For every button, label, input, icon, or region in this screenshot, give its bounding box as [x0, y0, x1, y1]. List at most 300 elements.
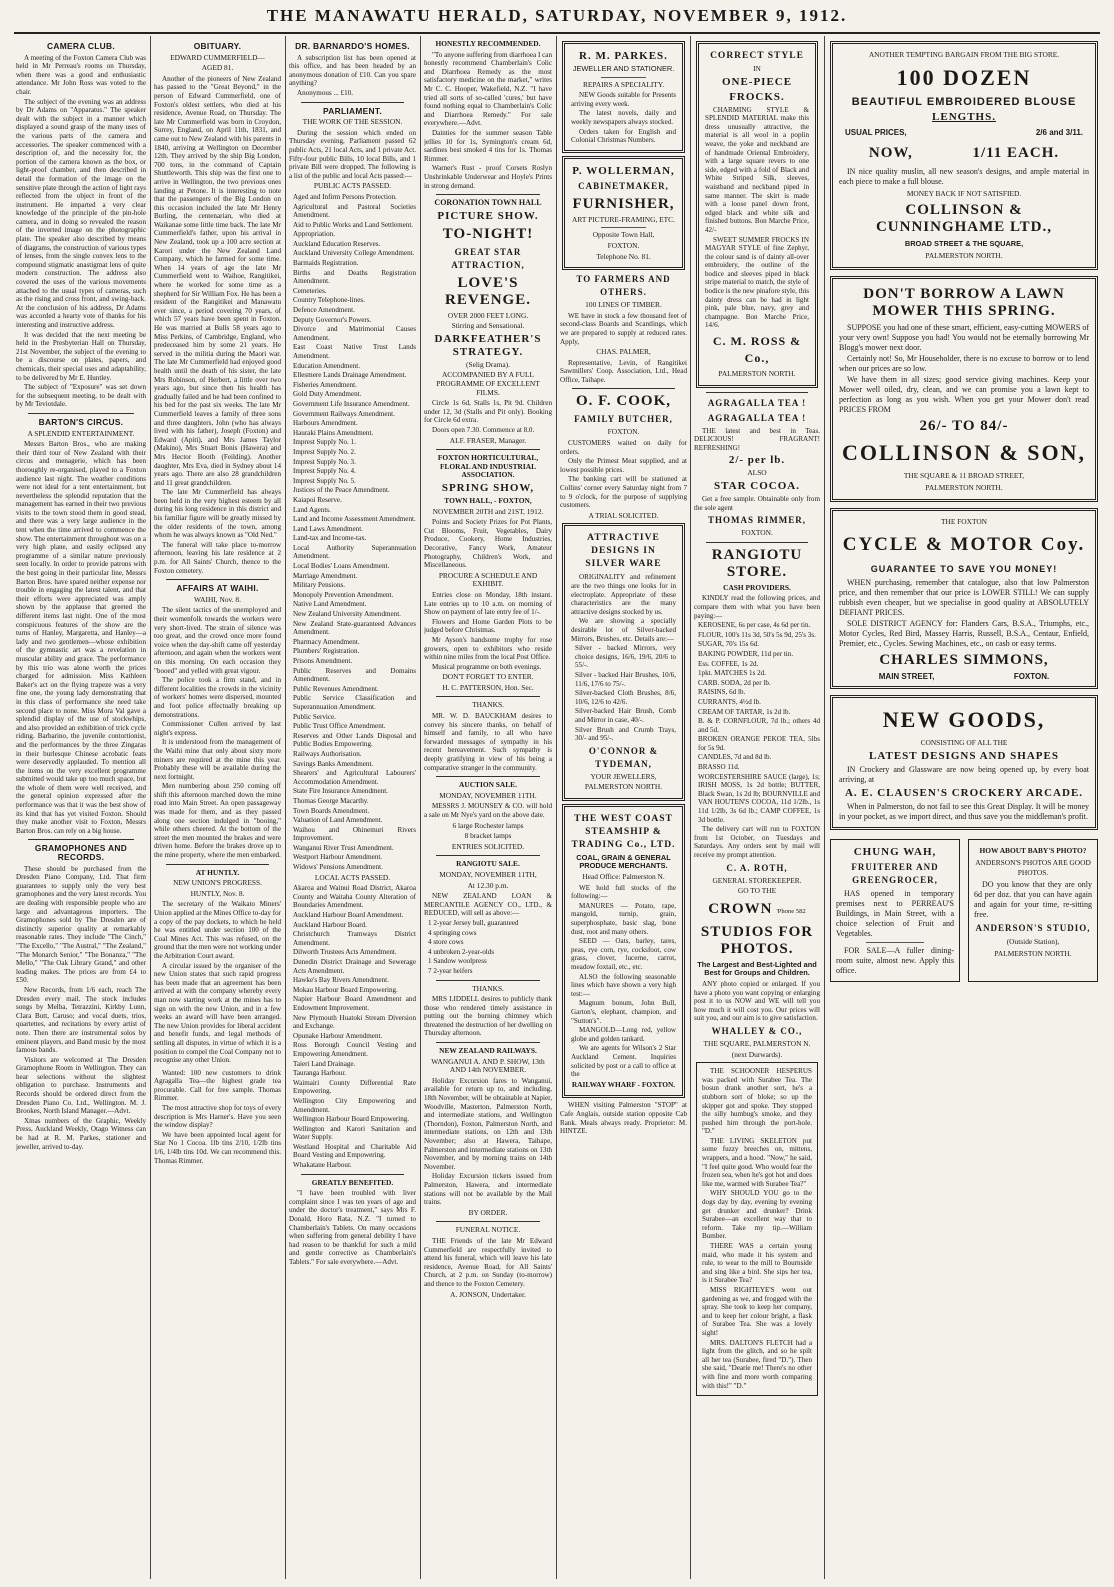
article-paragraph: These should be purchased from the Dresden Piano Company, Ltd. That firm guarantees to supply only the very best gramophones and the very latest records. You are dealing with responsible people who are large and advantageous importers. The Gramophones sold by The Dresden are of distinctly superior quality at remarkably reasonable rates. They include "The Cinch," "The Excello," "The Austral," "The Zealand," "The Monarch Senior," "The Bonanza," "The Mello," "The Oak Library Grand," and other leading makes. The prices are from £4 to £50. — [16, 864, 146, 985]
act-item: Taieri Land Drainage. — [293, 1059, 356, 1068]
price-item: CREAM OF TARTAR, 1s 2d lb. — [698, 707, 791, 716]
barton-circus-heading: BARTON'S CIRCUS. — [38, 416, 124, 427]
ad-line: FOXTON. — [607, 240, 640, 250]
usual-value: 2/6 and 3/11. — [1035, 128, 1083, 137]
silverware-list — [571, 644, 676, 743]
ad-paragraph: Orders taken for English and Colonial Christmas Numbers. — [571, 127, 676, 145]
article-paragraph: Mr Ayson's handsome trophy for rose growers, open to exhibitors who reside within nine miles from the local Post Office. — [424, 635, 552, 662]
prices-text: Circle 1s 6d, Stalls 1s, Pit 9d. Children under 12, 3d (Stalls and Pit only). Booking for Circle 6d extra. — [424, 399, 552, 425]
divider — [436, 855, 540, 856]
ad-subtitle: LATEST DESIGNS AND SHAPES — [869, 750, 1059, 762]
tea-price: 2/- per lb. — [728, 454, 786, 467]
article-paragraph: Flowers and Home Garden Plots to be judged before Christmas. — [424, 617, 552, 635]
act-item: Public Service. — [293, 712, 336, 721]
article-paragraph: New Records, from 1/6 each, reach The Dresden every mail. The stock includes songs by Melba, Tetrazzini, Kirkby Lunn, Clara Butt, Caruso; and vocal duets, trios, quartettes, and recitations by every artist of note. Then there are instrumental solos by eminent players, and Band music by the most famous bands. — [16, 985, 146, 1055]
divider — [28, 839, 134, 840]
ad-headline: NEW GOODS, — [882, 707, 1046, 732]
agragalla-heading: AGRAGALLA TEA ! — [707, 412, 807, 423]
ad-line: GO TO THE — [737, 886, 777, 896]
subheading: EDWARD CUMMERFIELD— — [170, 52, 265, 62]
ad-line: THE SQUARE, PALMERSTON N. — [703, 1038, 811, 1048]
price-item: WORCESTERSHIRE SAUCE (large), 1s; IRISH MOSS, 1s 2d bottle; BUTTER, Black Swan, 1s 2d lb; BOURNVILLE and VAN HOUTEN'S COCOA, 11d 1/2lb., 1s 11d 1/2lb, 3s 6d lb.; CAMP COFFEE, 1s 3d bottle. — [698, 772, 820, 824]
ad-line: CHAS. PALMER, — [596, 347, 651, 357]
act-item: Public Trust Office Amendment. — [293, 722, 386, 731]
ad-line: MAIN STREET, — [878, 672, 935, 681]
article-paragraph: Commissioner Cullen arrived by last night's express. — [154, 720, 281, 737]
price-item: 1pkt. MATCHES 1s 2d. — [698, 669, 766, 678]
gramophones-heading: GRAMOPHONES AND RECORDS. — [34, 843, 128, 863]
ad-title: R. M. PARKES. — [579, 50, 668, 62]
ad-company: COLLINSON & CUNNINGHAME LTD., — [875, 202, 1053, 235]
silverware-item: Silver-backed Hair Brush, Comb and Mirror in case, 40/-. — [575, 707, 676, 724]
article-paragraph: We have been appointed local agent for Star No 1 Cocoa. 1lb tins 2/10, 1/2lb tins 1/6, 1/4lb tins 10d. We can recommend this. Thomas Rimmer. — [154, 1130, 281, 1165]
schedule-note: PROCURE A SCHEDULE AND EXHIBIT. — [438, 570, 538, 589]
act-item: Prisons Amendment. — [293, 657, 353, 665]
act-item: Land-tax and Income-tax. — [293, 534, 367, 543]
act-item: Akaroa and Wainui Road District, Akaroa County and Waitaha County Alteration of Boundaries Amendment. — [293, 884, 416, 910]
act-item: Deputy Governor's Powers. — [293, 315, 372, 324]
article-paragraph: Visitors are welcomed at The Dresden Gramophone Room in Wellington. They can hear selections without the slightest obligation to purchase. Instruments and Records should be ordered direct from the Dresden Piano Co. Ltd., Wellington. M. J. Brookes, North Island Manager.—Advt. — [16, 1055, 146, 1116]
article-paragraph: Men numbering about 250 coming off shift this afternoon marched down the mine road into Main Street. An open passageway was made for them, and as they passed along one section indulged in "booing," while others cheered. At the bottom of the street the men mounted the brakes and were driven home. Before the brakes drove up to the mine property, where the men embarked. — [154, 782, 281, 860]
act-item: Aid to Public Works and Land Settlement. — [293, 220, 414, 229]
silverware-ad — [562, 523, 685, 800]
ad-subtitle: LENGTHS. — [932, 111, 996, 123]
small-ad: THE LIVING SKELETON put some fuzzy breeches on, mittens, wrappers, and a hood. "Now," he said, "I feel quite good. Who would fear the frozen sea, when he's got hot and does like me, warmed with Surabee Tea?" — [702, 1136, 812, 1188]
price-item: KEROSENE, 6s per case, 4s 6d per tin. — [698, 621, 811, 630]
ad-paragraph: When in Palmerston, do not fail to see this Great Display. It will be money in your pocket, as we import direct, and thus save you the middleman's profit. — [839, 802, 1089, 821]
article-paragraph: A meeting of the Foxton Camera Club was held in Mr Perreau's rooms on Thursday, when there was a good and enthusiastic attendance. Mr John Ross was voted to the chair. — [16, 53, 146, 96]
sale-item: 4 store cows — [428, 938, 464, 947]
act-item: Wellington City Empowering and Amendment. — [293, 1096, 416, 1114]
article-paragraph: The subject of the evening was an address by Dr Adams on "Apparatus." The speaker dealt with the subject in a manner which displayed a sound grasp of the many uses of the various parts of the camera and accessories. The speaker commenced with a description of, and the necessity for, the portion of the camera known as the box, or light-proof chamber, and then described in detail the formation of the image on the sensitive plate through the action of light rays reflected from the object in front of the instrument. He imparted a very clear knowledge of the principle of the pin-hole camera, and in doing so revealed the reason of the inverted image on the photographic plate. The speaker also described by means of diagrams, the construction of various types of lenses, from the single convex lens to the compound stigmatic anastigmat lens of quite modern construction. The address also covered the uses of the various movements attached to the usual types of cameras, such as the rising and cross front, and swing-back. At the conclusion of his address, Dr Adams was accorded a hearty vote of thanks for his interesting and instructive address. — [16, 97, 146, 329]
ad-title: CORRECT STYLE — [710, 51, 804, 61]
simmons-address — [839, 672, 1089, 682]
ad-paragraph: FOR SALE—A fuller dining-room suite, almost new. Apply this office. — [836, 946, 954, 975]
ad-subtitle: GUARANTEE TO SAVE YOU MONEY! — [870, 564, 1058, 574]
act-item: New Zealand State-guaranteed Advances Amendment. — [293, 619, 416, 637]
ad-line: (next Durwards). — [731, 1049, 783, 1059]
ad-company: WHALLEY & CO., — [711, 1025, 803, 1036]
sale-item: 4 unbroken 2-year-olds — [428, 947, 495, 956]
ad-line: REPAIRS A SPECIALITY. — [582, 79, 665, 89]
act-item: Hauraki Plains Amendment. — [293, 428, 374, 437]
by-order: BY ORDER. — [468, 1207, 508, 1217]
act-item: Imprest Supply No. 3. — [293, 457, 356, 466]
article-paragraph: THE Friends of the late Mr Edward Cummerfield are respectfully invited to attend his funeral, which will leave his late residence, Avenue Road, for All Saints' Church, at 2 p.m. on Sunday (to-morrow) and thence to the Foxton Cemetery. — [424, 1236, 552, 1288]
subheading: LOCAL ACTS PASSED. — [314, 872, 391, 882]
ad-line: PALMERSTON NORTH. — [925, 483, 1003, 492]
sale-date: MONDAY, NOVEMBER 11TH, — [439, 869, 537, 879]
divider — [436, 776, 540, 777]
divider — [572, 388, 675, 389]
ad-paragraph: KINDLY read the following prices, and compare them with what you have been paying:— — [694, 594, 820, 620]
divider — [301, 1174, 404, 1175]
act-item: Westland Hospital and Charitable Aid Board Vesting and Empowering. — [293, 1142, 416, 1160]
secretary-name: H. C. PATTERSON, Hon. Sec. — [442, 682, 534, 692]
ad-company: A. E. CLAUSEN'S CROCKERY ARCADE. — [844, 787, 1084, 799]
act-item: Hawke's Bay Rivers Amendment. — [293, 976, 389, 985]
act-item: Justices of the Peace Amendment. — [293, 486, 390, 495]
act-item: Auckland University College Amendment. — [293, 249, 415, 258]
act-item: Christchurch Tramways District Amendment. — [293, 930, 416, 947]
act-item: Thomas George Macarthy. — [293, 796, 369, 805]
ad-line: PALMERSTON NORTH. — [925, 251, 1003, 260]
col-separator — [150, 36, 151, 1579]
ad-paragraph: SOLE DISTRICT AGENCY for: Flanders Cars, B.S.A., Triumphs, etc., Motor Cycles, Red Bird, Massey Harris, Russell, B.S.A., Centaur, Enfield, Premier, etc., Cycles. Sewing Machines, etc., on cash or easy terms. — [839, 619, 1089, 648]
ad-title: ATTRACTIVE DESIGNS IN SILVER WARE — [585, 533, 662, 570]
ad-paragraph: SUPPOSE you had one of these smart, efficient, easy-cutting MOWERS of your very own! Suppose you had! You would not be eternally borrowing Mr Blogg's mower next door. — [839, 323, 1089, 352]
act-item: Ross Borough Council Vesting and Empowering Amendment. — [293, 1041, 416, 1058]
price-list — [694, 621, 820, 824]
act-item: Imprest Supply No. 1. — [293, 438, 356, 447]
act-item: Auckland Education Reserves. — [293, 239, 381, 248]
act-item: Monopoly Prevention Amendment. — [293, 590, 394, 599]
subheading: 100 LINES OF TIMBER. — [585, 300, 662, 310]
crown-heading — [694, 898, 820, 921]
article-paragraph: A subscription list has been opened at this office, and has been headed by an anonymous donation of £10. Can you spare anything? — [289, 53, 416, 88]
ad-line: YOUR JEWELLERS, — [590, 771, 657, 781]
sale-item: 1 2-year Jersey bull, guaranteed — [428, 918, 519, 927]
article-paragraph: It is understood from the management of the Waihi mine that only about sixty more miners are required at the mine this year. Probably these will be available during the next fortnight. — [154, 738, 281, 781]
act-item: Imprest Supply No. 2. — [293, 447, 356, 456]
crockery-ad — [830, 695, 1098, 830]
ad-subtitle: ANDERSON'S PHOTOS ARE GOOD PHOTOS. — [975, 858, 1091, 877]
loan-items-list — [424, 919, 552, 976]
ad-line: Telephone No. 81. — [596, 251, 651, 261]
act-item: Barmaids Registration. — [293, 259, 359, 268]
article-paragraph: It was decided that the next meeting be held in the Presbyterian Hall on Thursday, 21st November, the subject of the evening to be a discourse on plates, papers, and chemicals, their special uses and adaptability, to be delivered by Mr E. Huntley. — [16, 330, 146, 382]
act-item: Shearers' and Agricultural Labourers' Accommodation Amendment. — [293, 769, 416, 786]
ad-line: (Outside Station), — [1006, 937, 1060, 946]
ad-paragraph: CHARMING STYLE & SPLENDID MATERIAL make this dress unusually attractive, the material is all wool in a poplin weave, the yoke and neckband are of handmade Oriental Embroidery, with a large square revers to one side, edged with a fold of Black and White Striped Silk, sleeves, waistband and neckband piped in same manner. The skirt is made with a loose panel down front, edged black and white silk and finished buttons. Bon Marche Price, 42/- — [705, 105, 809, 234]
entries-note: ENTRIES SOLICITED. — [451, 841, 525, 851]
article-paragraph: MRS LIDDELL desires to publicly thank those who rendered timely assistance in putting out the burning chimney which threatened the destruction of her dwelling on Thursday afternoon. — [424, 995, 552, 1038]
divider — [706, 542, 808, 543]
act-item: Dilworth Trustees Acts Amendment. — [293, 948, 397, 957]
act-item: Public Reserves and Domains Amendment. — [293, 666, 416, 684]
divider — [436, 1042, 540, 1043]
act-item: Cemeteries. — [293, 286, 327, 295]
manager-name: ALF. FRASER, Manager. — [449, 435, 527, 445]
price-item: BROKEN ORANGE PEKOE TEA, 5lbs for 5s 9d. — [698, 735, 820, 752]
surabee-ads — [696, 1062, 818, 1396]
act-item: Ellesmere Lands Drainage Amendment. — [293, 371, 407, 380]
ad-paragraph: We have them in all sizes; good service giving machines. Keep your Mower well oiled, dry, clean, and we can promise you a lawn kept to perfection as long as you wish. When you get your Mower don't read PRICES FROM — [839, 375, 1089, 414]
attraction-line: GREAT STAR ATTRACTION, — [451, 246, 525, 270]
funeral-heading: FUNERAL NOTICE. — [455, 1225, 521, 1235]
subheading: PUBLIC ACTS PASSED. — [313, 181, 392, 191]
act-item: Public Revenues Amendment. — [293, 684, 379, 693]
ad-line: ANOTHER TEMPTING BARGAIN FROM THE BIG STORE. — [868, 50, 1060, 59]
auction-date: MONDAY, NOVEMBER 11TH. — [439, 790, 537, 800]
ad-title: P. WOLLERMAN, — [572, 164, 675, 177]
ad-paragraph: MANURES — Potato, rape, mangold, turnip, grain, superphosphate, basic slag, bone dust, root and many others. — [571, 901, 676, 936]
act-item: Education Amendment. — [293, 361, 360, 370]
ad-company: CHARLES SIMMONS, — [879, 652, 1049, 668]
ad-line: PALMERSTON NORTH. — [584, 782, 663, 792]
divider — [436, 194, 540, 195]
act-item: Town Boards Amendment. — [293, 806, 370, 815]
masthead: THE MANAWATU HERALD, SATURDAY, NOVEMBER 9, 1912. — [266, 6, 848, 25]
divider — [166, 579, 269, 580]
usual-prices-row — [845, 128, 1083, 138]
film-title-loves-revenge: LOVE'S REVENGE. — [445, 274, 531, 308]
article-paragraph: Points and Society Prizes for Pot Plants, Cut Blooms, Fruit, Vegetables, Dairy Produce, Cookery, Home Industries, Decorative, Fancy Work, Amateur Photography, Children's Work, and Miscellaneous. — [424, 518, 552, 570]
ad-paragraph: Representative, Levin, of Rangitikei Sawmillers' Coop. Association, Ltd., Head Office, Taihape. — [560, 358, 687, 384]
act-item: Dunedin District Drainage and Sewerage Acts Amendment. — [293, 958, 416, 975]
col-separator — [556, 36, 557, 1579]
divider — [166, 864, 269, 865]
rangiotu-store-heading: RANGIOTU STORE. — [711, 546, 803, 580]
ad-paragraph: The delivery cart will run to FOXTON from 1st October, on Tuesdays and Saturdays. Any orders sent by mail will receive my prompt attention. — [694, 825, 820, 859]
ad-line: FOXTON. — [1013, 672, 1050, 681]
ad-line: THE SQUARE & 11 BROAD STREET, — [903, 471, 1025, 480]
act-item: Napier Harbour Board Amendment and Endowment Improvement. — [293, 995, 416, 1012]
collinson-cunninghame-ad — [830, 41, 1098, 270]
agragalla-heading: AGRAGALLA TEA ! — [707, 397, 807, 408]
act-item: Pharmacy Amendment. — [293, 637, 360, 646]
article-paragraph: The most attractive shop for toys of every description is Mrs Harner's. Have you seen the window display? — [154, 1104, 281, 1130]
act-item: East Coast Native Trust Lands Amendment. — [293, 343, 416, 360]
article-paragraph: MR. W. D. BAUCKHAM desires to convey his sincere thanks, on behalf of himself and family, to all who have forwarded messages of sympathy in his recent bereavement. Such sympathy is deeply gratifying in view of his being a comparative stranger in the community. — [424, 712, 552, 772]
price-item: B. & P. CORNFLOUR, 7d lb.; others 4d and 5d. — [698, 717, 820, 734]
col-separator — [420, 36, 421, 1579]
small-ad: THE SCHOONER HESPERUS was packed with Surabee Tea. The bosun drank another sort, he's a stubborn sort of bloke; so up the skipper got and spoke. They stopped the silly humbug's smoke, and they pushed him through the port-hole. "D." — [702, 1067, 812, 1136]
cycle-motor-ad — [830, 508, 1098, 689]
ad-company: C. M. ROSS & Co., — [712, 334, 802, 366]
act-item: Wanganui River Trust Amendment. — [293, 843, 394, 852]
price-item: RAISINS, 6d lb. — [698, 688, 746, 697]
ad-paragraph: We are showing a specially desirable lot of Silver-backed Mirrors, Brushes, etc. Details are:— — [571, 617, 676, 643]
act-item: Tauranga Harbour. — [293, 1069, 347, 1078]
divider — [601, 77, 646, 78]
ad-company: O'CONNOR & TYDEMAN, — [588, 745, 659, 769]
ad-paragraph: SEED — Oats, barley, tares, peas, rye corn, rye, cocksfoot, cow grass, clover, lucerne, carrot, meadow foxtail, etc., etc. — [571, 937, 676, 971]
ad-paragraph: We are agents for Wilson's 2 Star Auckland Cement. Inquiries solicited by post or a call to office at the — [571, 1044, 676, 1079]
ad-company: C. A. ROTH, — [726, 862, 788, 873]
sale-item: 7 2-year heifers — [428, 966, 473, 975]
film-note: Stirring and Sensational. — [451, 321, 525, 331]
divider — [436, 980, 540, 981]
subheading: A SPLENDID ENTERTAINMENT. — [27, 428, 135, 438]
ad-company: ANDERSON'S STUDIO, — [975, 923, 1091, 933]
ad-company: COLLINSON & SON, — [841, 440, 1087, 465]
act-item: Westport Harbour Amendment. — [293, 853, 383, 862]
obituary-heading: OBITUARY. — [193, 41, 242, 51]
divider — [866, 942, 924, 943]
article-paragraph: Holiday Excursion fares to Wanganui, available for return up to, and including, 18th November, will be obtainable at Napier, Woodville, Masterton, Palmerston North, and intermediate stations, and Wellington (Thorndon), Foxton, Palmerston North, and intermediate stations, on 12th and 13th November; also at Hawera, Taihape, Palmerston and intermediate stations on 13th November, and by morning trains on 14th November. — [424, 1076, 552, 1171]
film-note: OVER 2000 FEET LONG. — [447, 310, 529, 320]
article-paragraph: MESSRS J. MOUNSEY & CO. will hold a sale on Mr Nye's yard on the above date. — [424, 802, 552, 819]
act-item: Land and Income Assessment Amendment. — [293, 515, 416, 524]
price-item: BRASSO 11d. — [698, 763, 740, 772]
ad-paragraph: THE latest and best in Teas. DELICIOUS! FRAGRANT! REFRESHING! — [694, 426, 820, 452]
ad-paragraph: SWEET SUMMER FROCKS IN MAGYAR STYLE of fine Zephyr, the colour sand is of dainty all-over embroidery, the outline of the bodice and sleeves piped in black stripe material to match, the style of bodice is the new pinafore style, this dainty dress can be had in light pink, pale blue, navy, grey and champagne. Bon Marche Price, 14/6. — [705, 235, 809, 330]
silverware-item: Silver - backed Mirrors, very choice designs, 16/6, 19/6, 20/6 to 55/-. — [575, 644, 676, 670]
act-item: Divorce and Matrimonial Causes Amendment. — [293, 325, 416, 342]
ad-line: RAILWAY WHARF - FOXTON. — [571, 1079, 676, 1089]
sale-item: 1 Sandow woolpress — [428, 957, 487, 966]
ad-line: IN — [753, 64, 761, 73]
ad-paragraph: NEW Goods suitable for Presents arriving every week. — [571, 91, 676, 108]
recommended-heading: HONESTLY RECOMMENDED. — [435, 39, 541, 48]
ad-paragraph: Only the Primest Meat supplied, and at lowest possible prices. — [560, 457, 687, 474]
sale-time: At 12.30 p.m. — [467, 880, 509, 890]
ad-title: ONE-PIECE — [721, 75, 793, 88]
col-separator — [690, 36, 691, 1579]
act-item: Savings Banks Amendment. — [293, 759, 374, 768]
act-item: Auckland Harbour Board Amendment. — [293, 911, 404, 920]
act-item: Auckland Harbour Board. — [293, 920, 367, 929]
wollerman-ad — [562, 156, 685, 270]
act-item: Government Life Insurance Amendment. — [293, 399, 410, 408]
usual-label: USUAL PRICES, — [845, 128, 907, 137]
divider — [301, 102, 404, 103]
ad-line: THE FOXTON — [940, 517, 988, 526]
ad-line: PALMERSTON NORTH. — [718, 369, 796, 379]
auction-item: 6 large Rochester lamps — [452, 820, 524, 830]
article-paragraph: Dainties for the summer season Table jellies 10 for 1s, Symington's cream 6d, sardines best smoked 4 tins for 1s. Thomas Rimmer. — [424, 128, 552, 163]
article-paragraph: Wanted: 100 new customers to drink Agragalla Tea—the highest grade tea procurable. Call for free sample. Thomas Rimmer. — [154, 1068, 281, 1103]
article-paragraph: The secretary of the Waikato Miners' Union applied at the Mines Office to-day for a copy of the pay dockets, to which he held he was entitled under section 100 of the Coal Mines Act. This was refused, on the ground that the men were not working under the Arbitration Court award. — [154, 900, 281, 960]
silverware-item: Silver Brush and Crumb Trays, 30/- and 95/-. — [575, 725, 676, 743]
waihi-heading: AFFAIRS AT WAIHI. — [176, 583, 259, 594]
act-item: Mokau Harbour Board Empowering. — [293, 985, 398, 994]
article-paragraph: Musical programme on both evenings. — [432, 662, 542, 671]
ad-paragraph: ORIGINALITY and refinement are the two things one looks for in electroplate. Appropriate of these characteristics are the many attractive designs stocked by us. — [571, 573, 676, 616]
act-item: Aged and Infirm Persons Protection. — [293, 192, 397, 201]
act-item: Waimairi County Differential Rate Empowering. — [293, 1078, 416, 1096]
studios-title: STUDIOS FOR PHOTOS. — [700, 923, 814, 957]
act-item: Agricultural and Pastoral Societies Amendment. — [293, 202, 416, 220]
col-separator — [824, 36, 825, 1579]
ad-title: FROCKS. — [729, 90, 785, 103]
act-item: Appropriation. — [293, 230, 335, 239]
ad-headline: 100 DOZEN — [896, 65, 1032, 90]
parliament-heading: PARLIAMENT. — [323, 105, 382, 116]
act-item: Waihou and Ohinemuri Rivers Improvement. — [293, 825, 416, 843]
now-label: NOW, — [868, 145, 913, 161]
act-item: Valuation of Land Amendment. — [293, 816, 383, 825]
subheading: WANGANUI A. AND P. SHOW, 13th AND 14th NOVEMBER. — [431, 1056, 545, 1075]
public-acts-list — [289, 193, 416, 872]
act-item: Military Pensions. — [293, 581, 346, 590]
column-5 — [560, 38, 687, 1579]
ad-paragraph: Magnum bonum, John Bull, Garton's, elephant, champion, and "Sutton's". — [571, 999, 676, 1025]
star-cocoa: STAR COCOA. — [714, 480, 800, 492]
act-item: Gold Duty Amendment. — [293, 390, 362, 399]
huntly-heading: AT HUNTLY. — [195, 867, 240, 877]
price-item: CANDLES, 7d and 8d lb. — [698, 753, 772, 762]
ad-title: THE WEST COAST STEAMSHIP & TRADING Co., LTD. — [571, 813, 676, 850]
spring-show-title: SPRING SHOW, — [441, 482, 535, 494]
article-paragraph: The late Mr Cummerfield has always been held in the very highest esteem by all during his long residence in this district and his familiar figure will be greatly missed by the older residents of the town, among whom he was always known as "Old Ned." — [154, 488, 281, 540]
subheading: THE WORK OF THE SESSION. — [302, 117, 403, 127]
act-item: Defence Amendment. — [293, 306, 355, 315]
column-1 — [16, 38, 146, 1579]
act-item: Railways Authorisation. — [293, 749, 362, 758]
now-value: 1/11 EACH. — [972, 145, 1060, 161]
ad-line: ALSO — [747, 468, 767, 478]
masthead-rule — [14, 32, 1100, 34]
price-item: SUGAR, 70's 15s 6d. — [698, 640, 759, 649]
film-title-darkfeather: DARKFEATHER'S STRATEGY. — [434, 332, 542, 358]
ad-paragraph: WHEN purchasing, remember that catalogue, also that low Palmerston price, and then remember that our price is LOWER STILL! We can supply rubbish even cheaper, but we specialise in good quality at ABSOLUTELY DEFIANT PRICES. — [839, 578, 1089, 617]
article-paragraph: Warner's Rust - proof Corsets Roslyn Unshrinkable Underwear and Hoyle's Prints in strong demand. — [424, 164, 552, 190]
ad-paragraph: DO you know that they are only 6d per doz. that you can have again and again for your time, re-sitting free. — [974, 880, 1092, 919]
ad-line: PALMERSTON NORTH. — [994, 949, 1072, 958]
horticultural-heading: FOXTON HORTICULTURAL, FLORAL AND INDUSTRIAL ASSOCIATION. — [437, 453, 539, 480]
phone-number: 'Phone 582 — [776, 907, 806, 915]
article-paragraph: "I have been troubled with liver complaint since I was ten years of age and under the doctor's treatment," says Mrs F. Donald, Horo Rata, N.Z. "I turned to Chamberlain's Tablets. On many occasions when suffering from general debility I have had reason to be thankful for such a mild and gentle corrective as Chamberlain's Tablets." For sale everywhere.—Advt. — [289, 1189, 416, 1266]
doors-text: Doors open 7.30. Commence at 8.0. — [432, 426, 535, 435]
now-price-row — [839, 142, 1089, 165]
article-paragraph: Entries close on Monday, 18th instant. Late entries up to 10 a.m. on morning of Show on payment of late entry fee of 1/-. — [424, 590, 552, 617]
article-paragraph: Messrs Barton Bros., who are making their third tour of New Zealand with their circus and menagerie, which has been thoroughly re-organised, played to a Foxton audience last night. The weather conditions were not ideal for a tent entertainment, but nevertheless the splendid reputation that the management has earned in their two previous visits to the town stood them in good stead, and there was a very large audience in the tent when the time arrived to commence the show. The entertainment throughout was on a very high plane, and easily eclipsed any programme of a similar nature previously seen locally. In order to provide patrons with the best going in their particular line, Messrs Barton Bros. have spared neither expense nor trouble in engaging the latest talent, and that their efforts were appreciated was amply shown by the applause that greeted the different items last night. One of the most conspicuous features of the show are the turns of Hanley, Margaretta, and Hanley—a lady and two gentlemen—whose exhibition of the gymnastic art was a revelation in muscular ability and grace. The performance by this trio was alone worth the prices charged for admission. Miss Kathleen Baker's act on the flying trapeze was a very fine one, the young lady demonstrating that in this class of performance she need take second place to none. Miss Mora Val gave a splendid display of the use of stockwhips, and also provided an exhibition of trick cycle riding. Barbarino, the juvenile contortionist, and the performances by the three Zingaras in their burlesque Chinese acrobatic feats were deservedly applauded. To mention all the items on the very excellent programme submitted would take up too much space, but the whole of them were well received, and the general opinion expressed after the performance was that it was the best show of its kind that has yet visited Foxton. Should they make another visit to Foxton, Messrs Barton Bros. can rely on a big house. — [16, 440, 146, 835]
ad-paragraph: IN nice quality muslin, all new season's designs, and ample material in each piece to make a full blouse. — [839, 167, 1089, 186]
thanks-heading: THANKS. — [472, 983, 504, 993]
auction-heading: AUCTION SALE. — [459, 780, 517, 790]
column-3 — [289, 38, 416, 1579]
column-2 — [154, 38, 281, 1579]
show-dates: NOVEMBER 20TH and 21ST, 1912. — [432, 506, 544, 516]
barnardo-heading: DR. BARNARDO'S HOMES. — [295, 41, 410, 51]
ad-line: Opposite Town Hall, — [592, 230, 655, 240]
dateline: WAIHI, Nov. 8. — [194, 594, 241, 604]
small-ad: WHY SHOULD YOU go to the dogs day by day, evening by evening get drunker and drunker? Drink Surabee—an excellent way that to reform. Take my tip.—William Bumber. — [702, 1189, 812, 1241]
divider — [436, 696, 540, 697]
act-item: Wellington and Karori Sanitation and Water Supply. — [293, 1124, 416, 1142]
local-acts-list — [289, 884, 416, 1169]
ad-subtitle: FAMILY BUTCHER, — [574, 414, 673, 425]
ad-title: HOW ABOUT BABY'S PHOTO? — [979, 846, 1087, 855]
venue: TOWN HALL, - FOXTON, — [444, 496, 532, 505]
article-paragraph: Xmas numbers of the Graphic, Weekly Press, Auckland Weekly, Otago Witness can be had at R. M. Parkes, stationer and jeweller, arrived to-day. — [16, 1116, 146, 1151]
divider — [28, 413, 134, 414]
lawn-mower-ad — [830, 276, 1098, 502]
ad-line: GENERAL STOREKEEPER. — [712, 875, 802, 885]
crown-title: CROWN — [708, 900, 773, 917]
act-item: Wellington Harbour Board Empowering. — [293, 1115, 410, 1124]
ad-paragraph: ANY photo copied or enlarged. If you have a photo you want copying or enlarging post it to us NOW and WE will tell you how much it will cost you. Our prices will suit you, and our aim is to give satisfaction. — [694, 979, 820, 1023]
ad-headline: CYCLE & MOTOR Coy. — [842, 534, 1086, 555]
town-hall-heading: CORONATION TOWN HALL — [434, 198, 542, 208]
act-item: Imprest Supply No. 4. — [293, 467, 356, 476]
act-item: Harbours Amendment. — [293, 419, 358, 428]
thanks-heading: THANKS. — [472, 700, 504, 710]
act-item: New Zealand University Amendment. — [293, 610, 401, 619]
act-item: Land Laws Amendment. — [293, 524, 363, 533]
act-item: Kaiapoi Reserve. — [293, 495, 342, 504]
donation-entry: Anonymous ... £10. — [297, 88, 353, 97]
ad-paragraph: WE have in stock a few thousand feet of second-class Boards and Scantlings, which we are prepared to supply at reduced rates. Apply, — [560, 311, 687, 346]
ad-line: BROAD STREET & THE SQUARE, — [904, 239, 1024, 248]
sale-item: 4 springing cows — [428, 928, 477, 937]
ad-paragraph: MANGOLD—Long red, yellow globe and golden tankard. — [571, 1026, 676, 1043]
column-6 — [694, 38, 820, 1579]
tonight-banner: TO-NIGHT! — [442, 225, 534, 242]
programme-note: ACCOMPANIED BY A FULL PROGRAMME OF EXCELLENT FILMS. — [436, 370, 540, 397]
price-item: CURRANTS, 4½d lb. — [698, 697, 761, 706]
ad-line: ART PICTURE-FRAMING, ETC. — [572, 214, 675, 224]
ad-headline: FURNISHER, — [572, 195, 675, 212]
act-item: Whakatane Harbour. — [293, 1161, 352, 1170]
reminder: DON'T FORGET TO ENTER. — [442, 672, 534, 682]
article-paragraph: Holiday Excursion tickets issued from Palmerston, Hawera, and intermediate stations will not be available by the Mail trains. — [424, 1172, 552, 1207]
divider — [706, 392, 808, 393]
silverware-item: Silver-backed Cloth Brushes, 8/6, 10/6, 12/6 to 42/6. — [575, 689, 676, 706]
bottom-ads-row — [828, 836, 1100, 985]
